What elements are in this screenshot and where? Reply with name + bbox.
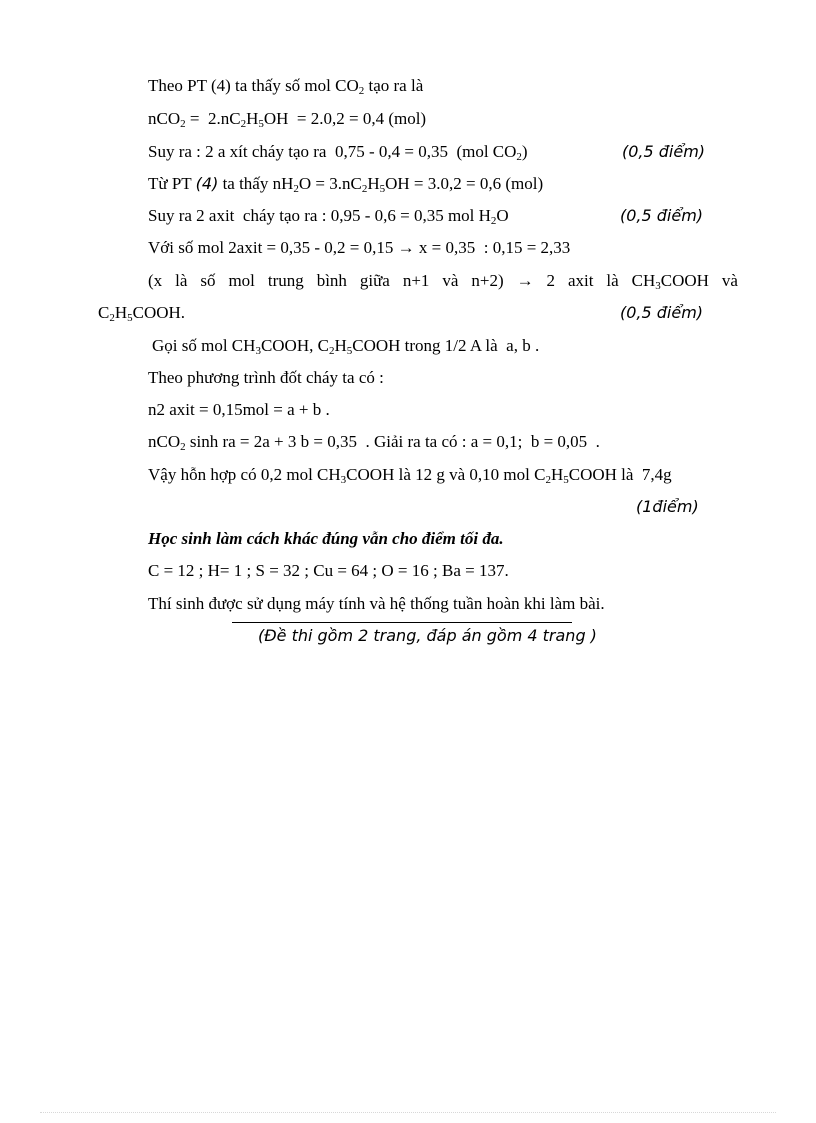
- footer-page-info: (Đề thi gồm 2 trang, đáp án gồm 4 trang ): [258, 626, 597, 645]
- line-co2-intro: Theo PT (4) ta thấy số mol $CO_2$ tạo ra là: [148, 76, 424, 97]
- line-nh2o-calc: Từ PT (4) ta thấy $nH_2O = 3.nC_2H_5OH = 3.0,2 = 0,6$ (mol): [148, 174, 544, 195]
- line-nco2-calc: $nCO_2 = 2.nC_2H_5OH = 2.0,2 = 0,4$ (mol): [148, 109, 427, 130]
- line-c2h5cooh: $C_2H_5COOH$.: [98, 303, 186, 324]
- score-label: (1điểm): [636, 497, 699, 516]
- line-acid-co2: Suy ra : 2 a xít cháy tạo ra 0,75 - 0,4 = 0,35 (mol $CO_2$): [148, 142, 528, 163]
- line-hon-hop: Vậy hỗn hợp có 0,2 mol $CH_3COOH$ là 12 g và 0,10 mol $C_2H_5COOH$ là 7,4g: [148, 465, 672, 486]
- line-nco2-sinh-ra: nCO$_2$ sinh ra = 2a + 3 b = 0,35 . Giải ra ta có : a = 0,1; b = 0,05 .: [148, 432, 600, 453]
- arrow-right-icon: →: [397, 238, 415, 257]
- line-theo-phuong-trinh: Theo phương trình đốt cháy ta có :: [148, 368, 384, 387]
- note-alternative-method: Học sinh làm cách khác đúng vẫn cho điểm tối đa.: [148, 529, 504, 548]
- calculator-note: Thí sinh được sử dụng máy tính và hệ thống tuần hoàn khi làm bài.: [148, 594, 605, 613]
- line-x-average: (x là số mol trung bình giữa n+1 và n+2) → 2 axit là $CH_3COOH$ và: [148, 271, 738, 292]
- line-goi-so-mol: Gọi số mol $CH_3COOH$, $C_2H_5COOH$ trong 1/2 A là a, b .: [152, 336, 540, 357]
- score-label: (0,5 điểm): [620, 206, 704, 225]
- score-label: (0,5 điểm): [622, 142, 706, 161]
- arrow-right-icon: →: [516, 271, 534, 290]
- bottom-divider: [40, 1112, 776, 1113]
- line-mol-2axit: Với số mol 2axit = 0,35 - 0,2 = 0,15 → x = 0,35 : 0,15 = 2,33: [148, 238, 571, 257]
- line-acid-h2o: Suy ra 2 axit cháy tạo ra : 0,95 - 0,6 = 0,35 mol $H_2O$: [148, 206, 509, 227]
- atomic-masses: C = 12 ; H= 1 ; S = 32 ; Cu = 64 ; O = 16 ; Ba = 137.: [148, 561, 509, 580]
- score-label: (0,5 điểm): [620, 303, 704, 322]
- line-n2-axit: n2 axit = 0,15mol = a + b .: [148, 400, 330, 419]
- divider: [232, 622, 572, 623]
